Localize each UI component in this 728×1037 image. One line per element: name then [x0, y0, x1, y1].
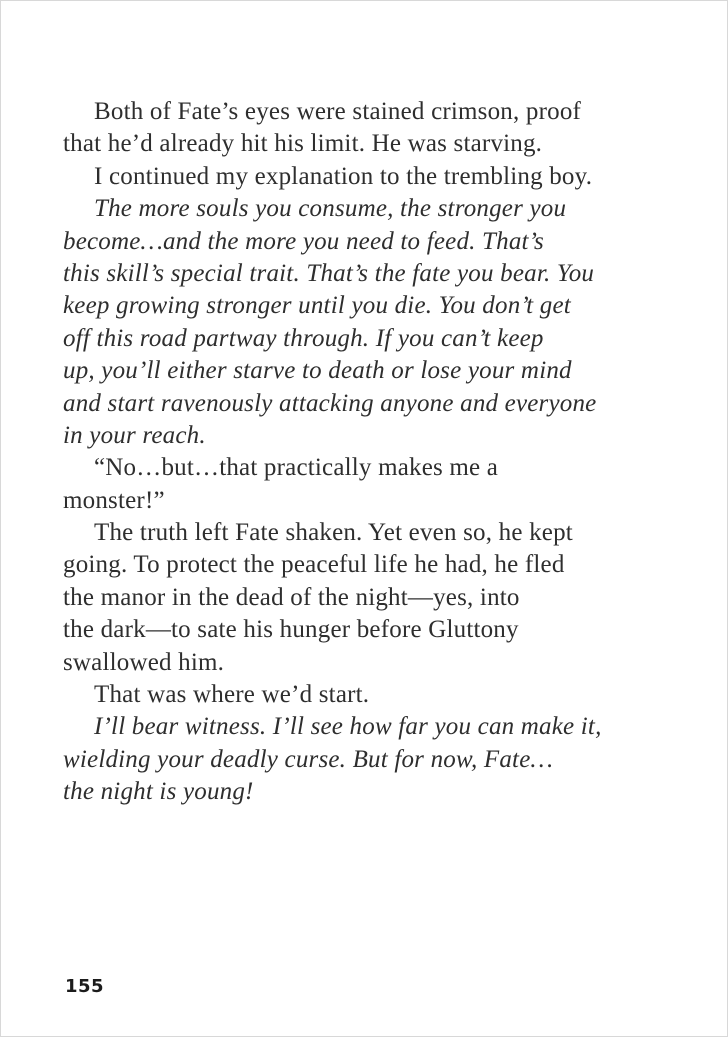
text-line: going. To protect the peaceful life he had, he fled [63, 551, 565, 579]
text-line: The more souls you consume, the stronger you [94, 195, 567, 223]
text-line: this skill’s special trait. That’s the fate you bear. You [63, 259, 595, 287]
text-line: wielding your deadly curse. But for now, Fate… [63, 745, 553, 773]
paragraph [63, 679, 633, 711]
text-line: keep growing stronger until you die. You don’t get [63, 292, 571, 320]
text-line: “No…but…that practically makes me a [94, 454, 499, 482]
text-line: and start ravenously attacking anyone and everyone [63, 389, 597, 417]
text-line: in your reach. [63, 421, 206, 449]
paragraph [63, 96, 633, 161]
text-line: off this road partway through. If you can’t keep [63, 324, 544, 352]
text-line: I’ll bear witness. I’ll see how far you can make it, [94, 713, 602, 741]
paragraph-dialogue [63, 452, 633, 517]
text-line: the dark—to sate his hunger before Gluttony [63, 616, 519, 644]
text-line: I continued my explanation to the trembling boy. [94, 162, 593, 190]
text-line: The truth left Fate shaken. Yet even so, he kept [94, 519, 573, 547]
text-line: swallowed him. [63, 648, 225, 676]
paragraph-inner-voice [63, 193, 633, 452]
text-line: become…and the more you need to feed. That’s [63, 227, 544, 255]
text-line: the manor in the dead of the night—yes, into [63, 583, 520, 611]
paragraph [63, 517, 633, 679]
text-line: That was where we’d start. [94, 681, 370, 709]
text-line: the night is young! [63, 778, 254, 806]
text-line: monster!” [63, 486, 165, 514]
text-line: up, you’ll either starve to death or lose your mind [63, 357, 572, 385]
text-line: that he’d already hit his limit. He was starving. [63, 130, 543, 158]
text-line: Both of Fate’s eyes were stained crimson, proof [94, 98, 582, 125]
paragraph-inner-voice [63, 711, 633, 808]
page-number: 155 [65, 976, 105, 997]
text-block [63, 96, 633, 809]
paragraph [63, 161, 633, 193]
